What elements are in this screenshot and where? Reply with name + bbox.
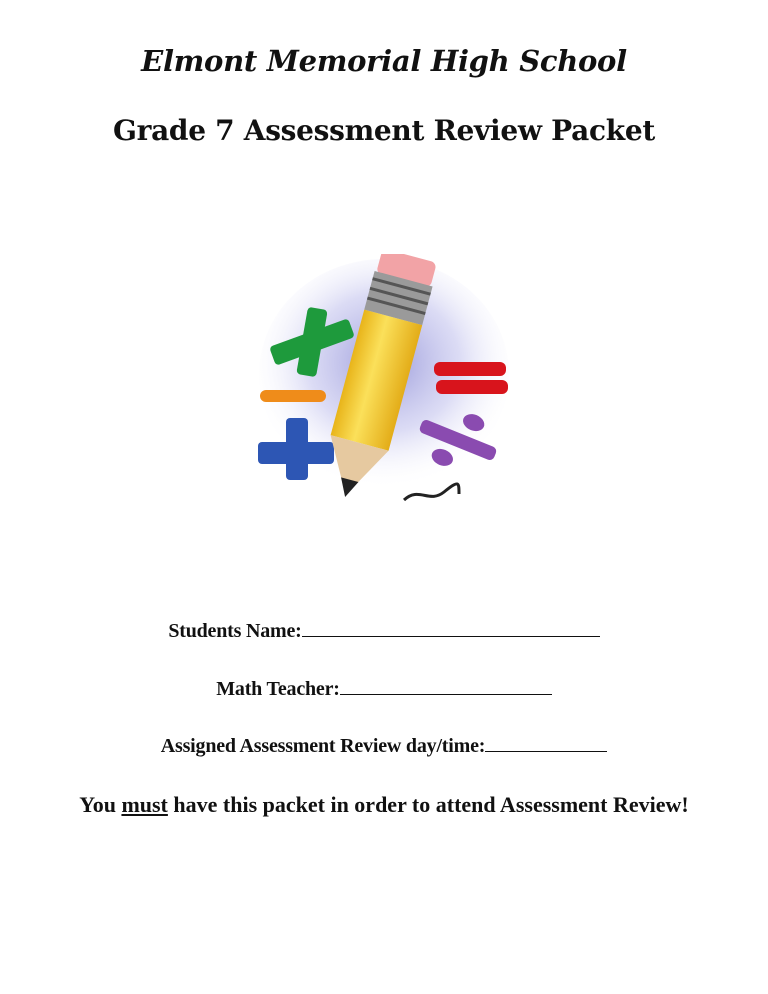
notice-emphasis: must (121, 792, 168, 817)
notice-text-pre: You (79, 792, 122, 817)
review-time-label: Assigned Assessment Review day/time: (160, 735, 486, 757)
notice-text-post: have this packet in order to attend Assessment Review! (167, 792, 689, 817)
student-name-field[interactable] (0, 618, 768, 643)
minus-icon (260, 390, 326, 402)
attendance-notice (0, 789, 768, 820)
math-teacher-field[interactable] (0, 676, 768, 701)
page-title: Grade 7 Assessment Review Packet (113, 114, 655, 147)
math-teacher-label: Math Teacher: (216, 678, 340, 700)
review-time-blank[interactable] (485, 733, 607, 752)
student-name-label: Students Name: (168, 620, 302, 642)
student-name-blank[interactable] (302, 618, 600, 637)
pencil-math-illustration (254, 254, 512, 514)
review-time-field[interactable] (0, 733, 768, 758)
school-name: Elmont Memorial High School (141, 44, 627, 78)
math-teacher-blank[interactable] (340, 676, 552, 695)
